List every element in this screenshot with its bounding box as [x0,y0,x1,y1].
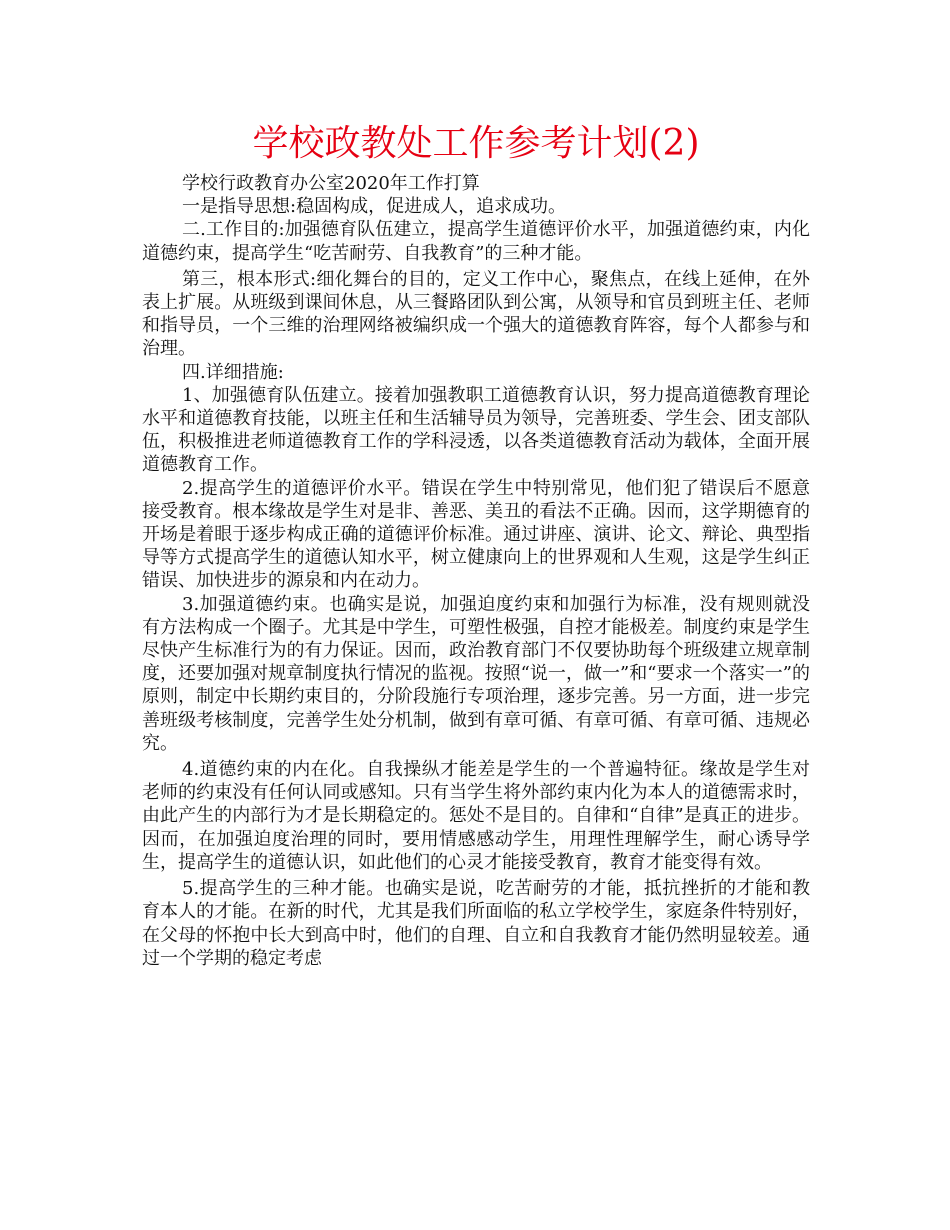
paragraph-measure-3: 3.加强道德约束。也确实是说，加强迫度约束和加强行为标准，没有规则就没有方法构成一个圈子。尤其是中学生，可塑性极强，自控才能极差。制度约束是学生尽快产生标准行为的有力保证。因而，政治教育部门不仅要协助每个班级建立规章制度，还要加强对规章制度执行情况的监视。按照“说一，做一”和“要求一个落实一”的原则，制定中长期约束目的，分阶段施行专项治理，逐步完善。另一方面，进一步完善班级考核制度，完善学生处分机制，做到有章可循、有章可循、有章可循、违规必究。 [142,593,810,754]
paragraph-measure-2: 2.提高学生的道德评价水平。错误在学生中特别常见，他们犯了错误后不愿意接受教育。根本缘故是学生对是非、善恶、美丑的看法不正确。因而，这学期德育的开场是着眼于逐步构成正确的道德评价标准。通过讲座、演讲、论文、辩论、典型指导等方式提高学生的道德认知水平，树立健康向上的世界观和人生观，这是学生纠正错误、加快进步的源泉和内在动力。 [142,477,810,592]
paragraph-guiding-thought: 一是指导思想:稳固构成，促进成人，追求成功。 [182,196,567,218]
paragraph-measure-5: 5.提高学生的三种才能。也确实是说，吃苦耐劳的才能，抵抗挫折的才能和教育本人的才能。在新的时代，尤其是我们所面临的私立学校学生，家庭条件特别好，在父母的怀抱中长大到高中时，他们的自理、自立和自我教育才能仍然明显较差。通过一个学期的稳定考虑 [142,878,810,969]
paragraph-measures-heading: 四.详细措施: [182,361,284,383]
paragraph-measure-4: 4.道德约束的内在化。自我操纵才能差是学生的一个普遍特征。缘故是学生对老师的约束没有任何认同或感知。只有当学生将外部约束内化为本人的道德需求时，由此产生的内部行为才是长期稳定的。惩处不是目的。自律和“自律”是真正的进步。因而，在加强迫度治理的同时，要用情感感动学生，用理性理解学生，耐心诱导学生，提高学生的道德认识，如此他们的心灵才能接受教育，教育才能变得有效。 [142,759,810,873]
paragraph-work-goals: 二.工作目的:加强德育队伍建立，提高学生道德评价水平，加强道德约束，内化道德约束，提高学生“吃苦耐劳、自我教育”的三种才能。 [142,219,810,264]
paragraph-basic-form: 第三，根本形式:细化舞台的目的，定义工作中心，聚焦点，在线上延伸，在外表上扩展。从班级到课间休息，从三餐路团队到公寓，从领导和官员到班主任、老师和指导员，一个三维的治理网络被编织成一个强大的道德教育阵容，每个人都参与和治理。 [142,268,810,360]
document-page [142,118,810,970]
paragraph-measure-1: 1、加强德育队伍建立。接着加强教职工道德教育认识，努力提高道德教育理论水平和道德教育技能，以班主任和生活辅导员为领导，完善班委、学生会、团支部队伍，积极推进老师道德教育工作的学科浸透，以各类道德教育活动为载体，全面开展道德教育工作。 [142,384,810,476]
paragraph-heading: 学校行政教育办公室2020年工作打算 [182,173,480,194]
document-title: 学校政教处工作参考计划(2) [252,123,700,164]
